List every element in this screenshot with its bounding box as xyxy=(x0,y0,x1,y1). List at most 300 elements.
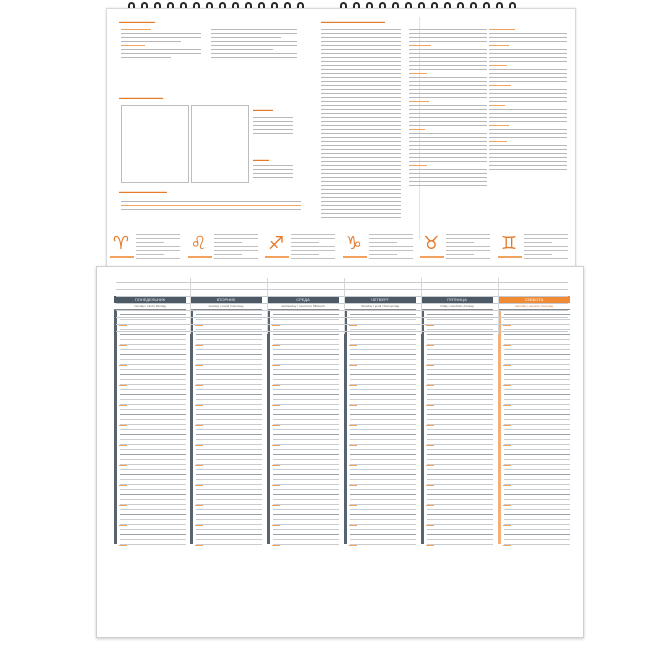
time-rule xyxy=(120,489,186,490)
half-hour-mark xyxy=(349,505,357,506)
time-rule xyxy=(504,404,570,405)
time-rule xyxy=(273,454,339,455)
time-rule xyxy=(504,369,570,370)
time-rule xyxy=(504,519,570,520)
day-subheader: monday | lundi | Montag xyxy=(114,303,186,310)
time-rule xyxy=(273,444,339,445)
time-rule xyxy=(427,469,493,470)
time-rule xyxy=(120,434,186,435)
time-rule xyxy=(273,539,339,540)
time-rule xyxy=(196,544,262,545)
time-rule xyxy=(427,359,493,360)
time-rule xyxy=(120,539,186,540)
time-rule xyxy=(120,444,186,445)
time-rule xyxy=(350,369,416,370)
zodiac-text xyxy=(446,234,490,262)
text-block xyxy=(253,165,293,181)
section-heading: ▬▬▬▬▬▬▬▬▬ xyxy=(119,19,155,24)
half-hour-mark xyxy=(119,445,127,446)
half-hour-mark xyxy=(272,545,280,546)
section-heading: ▬▬▬▬ xyxy=(253,157,269,162)
half-hour-mark xyxy=(503,545,511,546)
time-rule xyxy=(273,509,339,510)
time-rule xyxy=(120,369,186,370)
time-rule xyxy=(273,389,339,390)
notes-separator xyxy=(421,278,422,334)
time-rule xyxy=(427,519,493,520)
time-rule xyxy=(120,524,186,525)
zodiac-text xyxy=(524,234,568,262)
half-hour-mark xyxy=(503,445,511,446)
time-rule xyxy=(504,489,570,490)
time-rule xyxy=(427,539,493,540)
zodiac-caption xyxy=(420,256,444,258)
time-rule xyxy=(273,419,339,420)
time-rule xyxy=(504,524,570,525)
time-rule xyxy=(273,494,339,495)
half-hour-mark xyxy=(503,425,511,426)
time-rule xyxy=(504,479,570,480)
time-rule xyxy=(196,429,262,430)
half-hour-mark xyxy=(426,425,434,426)
time-rule xyxy=(504,449,570,450)
time-rule xyxy=(350,434,416,435)
half-hour-mark xyxy=(349,525,357,526)
time-rule xyxy=(427,414,493,415)
half-hour-mark xyxy=(272,445,280,446)
time-rule xyxy=(273,464,339,465)
notes-line xyxy=(116,282,568,283)
time-rule xyxy=(120,414,186,415)
half-hour-mark xyxy=(195,405,203,406)
time-rule xyxy=(196,479,262,480)
time-rule xyxy=(504,359,570,360)
half-hour-mark xyxy=(195,485,203,486)
time-rule xyxy=(350,459,416,460)
time-rule xyxy=(196,514,262,515)
time-rule xyxy=(196,369,262,370)
aries-icon: ♈ xyxy=(112,233,130,253)
time-rule xyxy=(196,449,262,450)
time-rule xyxy=(504,464,570,465)
time-rule xyxy=(273,439,339,440)
time-rule xyxy=(120,374,186,375)
data-table xyxy=(121,105,189,183)
time-rule xyxy=(273,414,339,415)
time-rule xyxy=(350,429,416,430)
time-rule xyxy=(427,419,493,420)
time-rule xyxy=(120,464,186,465)
time-rule xyxy=(273,459,339,460)
zodiac-item xyxy=(188,228,260,268)
time-rule xyxy=(504,439,570,440)
text-block xyxy=(321,29,401,221)
time-rule xyxy=(196,384,262,385)
zodiac-text xyxy=(291,234,335,262)
notes-area xyxy=(116,278,576,358)
time-rule xyxy=(504,424,570,425)
half-hour-mark xyxy=(426,385,434,386)
time-rule xyxy=(273,374,339,375)
time-rule xyxy=(273,489,339,490)
time-rule xyxy=(273,379,339,380)
time-rule xyxy=(427,484,493,485)
time-rule xyxy=(427,399,493,400)
zodiac-text xyxy=(136,234,180,262)
sagittarius-icon: ♐ xyxy=(268,233,285,253)
time-rule xyxy=(427,424,493,425)
time-rule xyxy=(350,474,416,475)
half-hour-mark xyxy=(119,545,127,546)
zodiac-item xyxy=(110,228,182,268)
time-rule xyxy=(504,539,570,540)
zodiac-caption xyxy=(265,256,289,258)
time-rule xyxy=(120,484,186,485)
day-header: СУББОТА xyxy=(498,296,570,303)
notes-line xyxy=(116,324,568,325)
time-rule xyxy=(196,529,262,530)
time-rule xyxy=(120,419,186,420)
time-rule xyxy=(504,514,570,515)
section-heading: ▬▬▬▬▬▬▬▬▬▬▬▬ xyxy=(119,189,167,194)
time-rule xyxy=(120,364,186,365)
time-rule xyxy=(504,494,570,495)
time-rule xyxy=(504,454,570,455)
time-rule xyxy=(196,389,262,390)
time-rule xyxy=(427,369,493,370)
time-rule xyxy=(196,379,262,380)
half-hour-mark xyxy=(349,445,357,446)
time-rule xyxy=(273,424,339,425)
notes-line xyxy=(116,331,568,332)
half-hour-mark xyxy=(503,485,511,486)
zodiac-item xyxy=(420,228,492,268)
half-hour-mark xyxy=(426,545,434,546)
time-rule xyxy=(427,409,493,410)
half-hour-mark xyxy=(426,365,434,366)
time-rule xyxy=(350,464,416,465)
half-hour-mark xyxy=(426,405,434,406)
half-hour-mark xyxy=(503,465,511,466)
time-rule xyxy=(120,404,186,405)
time-rule xyxy=(504,364,570,365)
text-block xyxy=(409,29,487,189)
time-rule xyxy=(273,534,339,535)
half-hour-mark xyxy=(426,465,434,466)
day-header: ПОНЕДЕЛЬНИК xyxy=(114,296,186,303)
time-rule xyxy=(504,384,570,385)
time-rule xyxy=(120,429,186,430)
time-rule xyxy=(120,479,186,480)
half-hour-mark xyxy=(195,365,203,366)
time-rule xyxy=(350,379,416,380)
time-rule xyxy=(427,449,493,450)
time-rule xyxy=(120,494,186,495)
time-rule xyxy=(350,514,416,515)
notes-separator xyxy=(190,278,191,334)
time-rule xyxy=(273,524,339,525)
time-rule xyxy=(350,509,416,510)
notes-line xyxy=(116,317,568,318)
time-rule xyxy=(427,534,493,535)
time-rule xyxy=(120,459,186,460)
half-hour-mark xyxy=(349,385,357,386)
time-rule xyxy=(427,489,493,490)
time-rule xyxy=(350,544,416,545)
scale-bar xyxy=(121,201,301,213)
time-rule xyxy=(504,444,570,445)
time-rule xyxy=(427,504,493,505)
time-rule xyxy=(196,374,262,375)
time-rule xyxy=(504,499,570,500)
time-rule xyxy=(427,454,493,455)
time-rule xyxy=(196,414,262,415)
time-rule xyxy=(427,524,493,525)
time-rule xyxy=(120,384,186,385)
section-heading: ▬▬▬▬▬▬▬▬▬▬▬ xyxy=(119,95,163,100)
time-rule xyxy=(120,469,186,470)
half-hour-mark xyxy=(119,385,127,386)
half-hour-mark xyxy=(426,525,434,526)
time-rule xyxy=(350,499,416,500)
notes-line xyxy=(116,289,568,290)
time-rule xyxy=(504,374,570,375)
time-rule xyxy=(273,504,339,505)
time-rule xyxy=(504,394,570,395)
time-rule xyxy=(504,544,570,545)
time-rule xyxy=(196,424,262,425)
time-rule xyxy=(273,394,339,395)
time-rule xyxy=(350,384,416,385)
half-hour-mark xyxy=(272,485,280,486)
time-rule xyxy=(350,399,416,400)
time-rule xyxy=(273,399,339,400)
time-rule xyxy=(427,529,493,530)
time-rule xyxy=(120,519,186,520)
time-rule xyxy=(504,414,570,415)
time-rule xyxy=(427,439,493,440)
half-hour-mark xyxy=(272,385,280,386)
time-rule xyxy=(196,444,262,445)
time-rule xyxy=(350,534,416,535)
time-rule xyxy=(120,389,186,390)
time-rule xyxy=(350,444,416,445)
time-rule xyxy=(504,409,570,410)
time-rule xyxy=(350,519,416,520)
half-hour-mark xyxy=(503,365,511,366)
time-rule xyxy=(273,474,339,475)
time-rule xyxy=(120,359,186,360)
time-rule xyxy=(504,379,570,380)
time-rule xyxy=(504,419,570,420)
time-rule xyxy=(427,544,493,545)
time-rule xyxy=(350,504,416,505)
half-hour-mark xyxy=(272,365,280,366)
time-rule xyxy=(350,404,416,405)
time-rule xyxy=(196,394,262,395)
time-rule xyxy=(196,534,262,535)
half-hour-mark xyxy=(119,485,127,486)
time-rule xyxy=(504,534,570,535)
time-rule xyxy=(350,524,416,525)
time-rule xyxy=(427,429,493,430)
time-rule xyxy=(427,394,493,395)
time-rule xyxy=(273,364,339,365)
half-hour-mark xyxy=(119,505,127,506)
day-subheader: wednesday | mercredi | Mittwoch xyxy=(267,303,339,310)
time-rule xyxy=(350,389,416,390)
half-hour-mark xyxy=(503,505,511,506)
time-rule xyxy=(427,404,493,405)
zodiac-caption xyxy=(110,256,134,258)
time-rule xyxy=(350,454,416,455)
half-hour-mark xyxy=(195,425,203,426)
half-hour-mark xyxy=(426,445,434,446)
time-rule xyxy=(196,474,262,475)
time-rule xyxy=(273,469,339,470)
time-rule xyxy=(350,414,416,415)
time-rule xyxy=(273,544,339,545)
time-rule xyxy=(504,509,570,510)
time-rule xyxy=(504,399,570,400)
time-rule xyxy=(120,529,186,530)
zodiac-caption xyxy=(188,256,212,258)
half-hour-mark xyxy=(195,465,203,466)
half-hour-mark xyxy=(349,545,357,546)
time-rule xyxy=(196,539,262,540)
time-rule xyxy=(196,359,262,360)
time-rule xyxy=(427,499,493,500)
half-hour-mark xyxy=(119,465,127,466)
half-hour-mark xyxy=(272,505,280,506)
half-hour-mark xyxy=(195,445,203,446)
leo-icon: ♌ xyxy=(190,233,207,253)
half-hour-mark xyxy=(195,525,203,526)
time-rule xyxy=(196,399,262,400)
time-rule xyxy=(120,514,186,515)
time-rule xyxy=(350,529,416,530)
zodiac-strip xyxy=(110,228,570,268)
time-rule xyxy=(350,409,416,410)
time-rule xyxy=(120,454,186,455)
time-rule xyxy=(273,484,339,485)
taurus-icon: ♉ xyxy=(423,233,440,253)
day-header: ВТОРНИК xyxy=(190,296,262,303)
half-hour-mark xyxy=(349,425,357,426)
half-hour-mark xyxy=(272,465,280,466)
zodiac-caption xyxy=(343,256,367,258)
time-rule xyxy=(350,394,416,395)
time-rule xyxy=(196,484,262,485)
time-rule xyxy=(196,439,262,440)
time-rule xyxy=(427,459,493,460)
half-hour-mark xyxy=(195,505,203,506)
time-rule xyxy=(350,439,416,440)
time-rule xyxy=(273,384,339,385)
time-rule xyxy=(427,389,493,390)
time-rule xyxy=(427,444,493,445)
notes-separator xyxy=(498,278,499,334)
zodiac-text xyxy=(369,234,413,262)
time-rule xyxy=(120,509,186,510)
day-subheader: friday | vendredi | Freitag xyxy=(421,303,493,310)
zodiac-text xyxy=(214,234,258,262)
time-rule xyxy=(196,434,262,435)
time-rule xyxy=(350,424,416,425)
time-rule xyxy=(427,464,493,465)
time-rule xyxy=(427,384,493,385)
time-rule xyxy=(120,394,186,395)
time-rule xyxy=(196,489,262,490)
day-subheader: thursday | jeudi | Donnerstag xyxy=(344,303,416,310)
notes-line xyxy=(116,296,568,297)
time-rule xyxy=(427,494,493,495)
time-rule xyxy=(350,489,416,490)
half-hour-mark xyxy=(272,525,280,526)
time-rule xyxy=(504,434,570,435)
data-table xyxy=(191,105,249,183)
time-rule xyxy=(350,494,416,495)
half-hour-mark xyxy=(349,365,357,366)
time-rule xyxy=(350,479,416,480)
half-hour-mark xyxy=(272,425,280,426)
time-rule xyxy=(196,494,262,495)
half-hour-mark xyxy=(195,385,203,386)
notes-line xyxy=(116,303,568,304)
half-hour-mark xyxy=(503,525,511,526)
time-rule xyxy=(350,374,416,375)
capricorn-icon: ♑ xyxy=(345,233,362,253)
half-hour-mark xyxy=(426,505,434,506)
time-rule xyxy=(120,449,186,450)
time-rule xyxy=(196,419,262,420)
time-rule xyxy=(504,504,570,505)
half-hour-mark xyxy=(195,545,203,546)
half-hour-mark xyxy=(503,405,511,406)
time-rule xyxy=(196,519,262,520)
time-rule xyxy=(350,359,416,360)
time-rule xyxy=(196,404,262,405)
half-hour-mark xyxy=(119,365,127,366)
zodiac-item xyxy=(498,228,570,268)
time-rule xyxy=(427,509,493,510)
day-subheader: tuesday | mardi | Dienstag xyxy=(190,303,262,310)
time-rule xyxy=(120,399,186,400)
half-hour-mark xyxy=(349,485,357,486)
time-rule xyxy=(196,469,262,470)
time-rule xyxy=(120,504,186,505)
time-rule xyxy=(120,409,186,410)
time-rule xyxy=(273,404,339,405)
time-rule xyxy=(350,419,416,420)
half-hour-mark xyxy=(119,525,127,526)
time-rule xyxy=(427,374,493,375)
time-rule xyxy=(273,479,339,480)
time-rule xyxy=(427,514,493,515)
time-rule xyxy=(120,499,186,500)
zodiac-item xyxy=(343,228,415,268)
time-rule xyxy=(120,534,186,535)
half-hour-mark xyxy=(272,405,280,406)
half-hour-mark xyxy=(349,405,357,406)
time-rule xyxy=(273,519,339,520)
time-rule xyxy=(504,469,570,470)
time-rule xyxy=(504,484,570,485)
time-rule xyxy=(120,474,186,475)
time-rule xyxy=(350,539,416,540)
gemini-icon: ♊ xyxy=(500,233,518,253)
time-rule xyxy=(273,429,339,430)
